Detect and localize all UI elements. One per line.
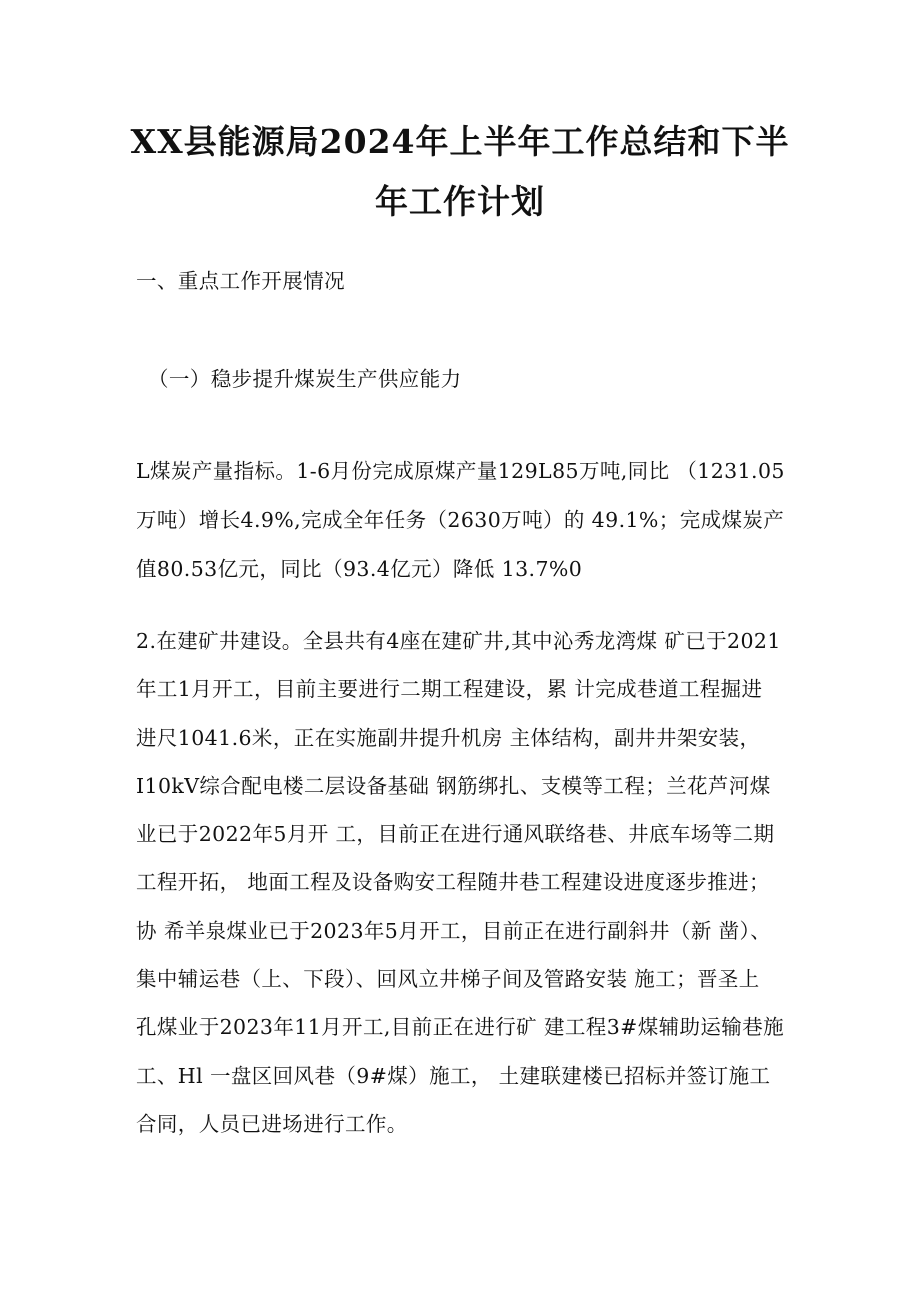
paragraph-line: 工程开拓， 地面工程及设备购安工程随井巷工程建设进度逐步推进； bbox=[136, 870, 770, 894]
paragraph-line: I10kV综合配电楼二层设备基础 钢筋绑扎、支模等工程；兰花芦河煤 bbox=[136, 774, 771, 798]
document-title-line-2: 年工作计划 bbox=[375, 182, 545, 221]
paragraph-line: 万吨）增长4.9%,完成全年任务（2630万吨）的 49.1%；完成煤炭产 bbox=[136, 508, 785, 532]
document-title-line-1: XX县能源局2024年上半年工作总结和下半 bbox=[130, 122, 790, 161]
paragraph-line: 工、Hl 一盘区回风巷（9#煤）施工， 土建联建楼已招标并签订施工 bbox=[136, 1064, 771, 1088]
paragraph-line: 集中辅运巷（上、下段）、回风立井梯子间及管路安装 施工；晋圣上 bbox=[136, 967, 760, 991]
paragraph-line: 年工1月开工，目前主要进行二期工程建设，累 计完成巷道工程掘进 bbox=[136, 677, 763, 701]
paragraph-line: 业已于2022年5月开 工，目前正在进行通风联络巷、井底车场等二期 bbox=[136, 822, 775, 846]
section-heading: 一、重点工作开展情况 bbox=[136, 269, 345, 293]
paragraph-line: 2.在建矿井建设。全县共有4座在建矿井,其中沁秀龙湾煤 矿已于2021 bbox=[136, 629, 781, 653]
paragraph-line: 孔煤业于2023年11月开工,目前正在进行矿 建工程3#煤辅助运输巷施 bbox=[136, 1015, 785, 1039]
paragraph-line: L煤炭产量指标。1-6月份完成原煤产量129L85万吨,同比 （1231.05 bbox=[136, 459, 785, 483]
paragraph-line: 值80.53亿元，同比（93.4亿元）降低 13.7%0 bbox=[136, 557, 583, 581]
paragraph-line: 协 希羊泉煤业已于2023年5月开工，目前正在进行副斜井（新 凿）、 bbox=[136, 919, 772, 943]
subsection-heading: （一）稳步提升煤炭生产供应能力 bbox=[148, 367, 462, 391]
paragraph-line: 合同，人员已进场进行工作。 bbox=[136, 1112, 408, 1136]
paragraph-line: 进尺1041.6米，正在实施副井提升机房 主体结构，副井井架安装， bbox=[136, 726, 761, 750]
